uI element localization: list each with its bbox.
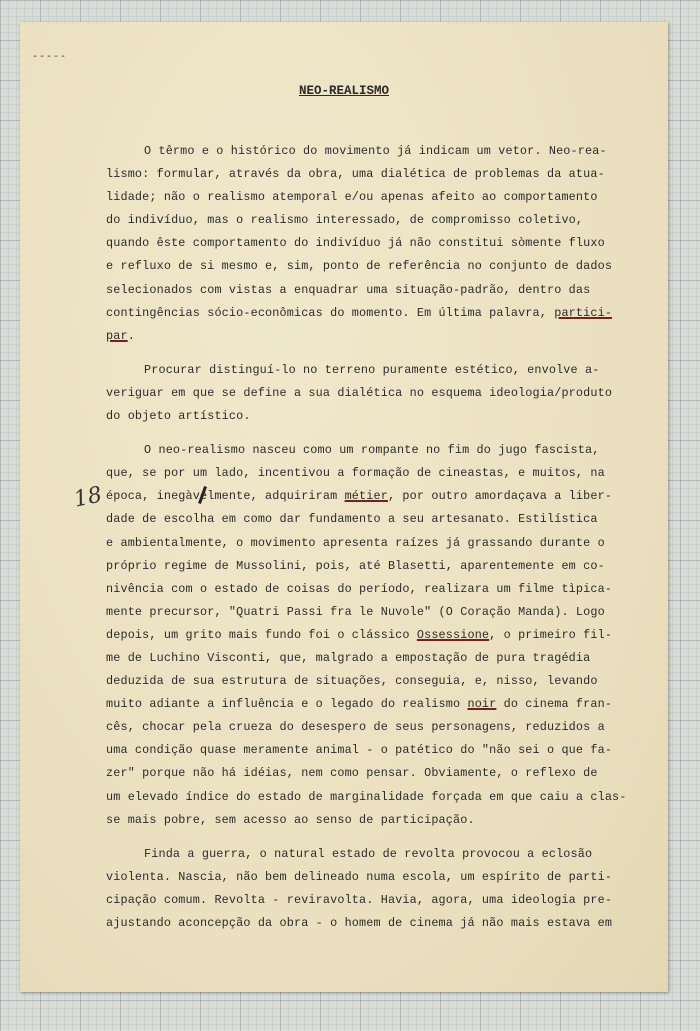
text-line-content: lismo: formular, através da obra, uma dialética de problemas da atua- bbox=[106, 167, 605, 182]
text-line-content: veriguar em que se define a sua dialética no esquema ideologia/produto bbox=[106, 385, 613, 400]
text-line-content: dade de escolha em como dar fundamento a seu artesanato. Estilística bbox=[106, 512, 598, 527]
text-line-content: que, se por um lado, incentivou a formação de cineastas, e muitos, na bbox=[106, 466, 605, 481]
text-line bbox=[106, 325, 654, 348]
paragraph-gap bbox=[106, 348, 654, 359]
text-line-content: deduzida de sua estrutura de situações, conseguia, e, nisso, levando bbox=[106, 674, 598, 689]
text-line-content: ajustando aconcepção da obra - o homem de cinema já não mais estava em bbox=[106, 916, 613, 930]
text-line bbox=[106, 439, 654, 462]
text-line bbox=[106, 279, 654, 302]
text-line-content: próprio regime de Mussolini, pois, até Blasetti, aparentemente em co- bbox=[106, 558, 605, 573]
underlined-word: métier bbox=[344, 489, 388, 504]
text-line bbox=[106, 232, 654, 255]
text-line-content: violenta. Nascia, não bem delineado numa escola, um espírito de parti- bbox=[106, 869, 613, 884]
text-line-content: Procurar distinguí-lo no terreno puramente estético, envolve a- bbox=[144, 362, 600, 377]
text-line bbox=[106, 186, 654, 209]
text-line bbox=[106, 555, 654, 578]
underlined-word: Ossessione bbox=[416, 627, 490, 642]
text-line bbox=[106, 809, 654, 832]
text-line-content: cipação comum. Revolta - reviravolta. Havia, agora, uma ideologia pre- bbox=[106, 892, 613, 907]
text-line-continuation: , por outro amordaçava a liber- bbox=[387, 489, 613, 504]
text-line bbox=[106, 716, 654, 739]
underlined-word: noir bbox=[467, 697, 497, 712]
text-line bbox=[106, 302, 654, 325]
margin-note: 18 bbox=[71, 482, 105, 513]
text-line-content: se mais pobre, sem acesso ao senso de participação. bbox=[106, 812, 475, 827]
text-line bbox=[106, 866, 654, 889]
text-line bbox=[106, 209, 654, 232]
text-line-content: O têrmo e o histórico do movimento já indicam um vetor. Neo-rea- bbox=[144, 144, 607, 158]
text-line-content: depois, um grito mais fundo foi o clássico bbox=[106, 627, 417, 642]
text-line-content: lidade; não o realismo atemporal e/ou apenas afeito ao comportamento bbox=[106, 190, 598, 205]
text-line bbox=[106, 889, 654, 912]
text-line-content: O neo-realismo nasceu como um rompante no fim do jugo fascista, bbox=[144, 443, 600, 458]
text-line bbox=[106, 382, 654, 405]
text-line bbox=[106, 739, 654, 762]
text-line bbox=[106, 693, 654, 716]
text-line bbox=[106, 578, 654, 601]
text-line-continuation: do cinema fran- bbox=[496, 697, 613, 712]
text-line-content: nivência com o estado de coisas do período, realizara um filme tìpica- bbox=[106, 581, 613, 596]
underlined-word: par bbox=[106, 328, 128, 343]
text-line-continuation: , o primeiro fil- bbox=[489, 627, 613, 642]
text-line-content: quando êste comportamento do indivíduo já não constitui sòmente fluxo bbox=[106, 236, 605, 251]
underlined-word: partici- bbox=[554, 305, 613, 320]
text-line bbox=[106, 601, 654, 624]
text-line bbox=[106, 647, 654, 670]
text-line-content: época, inegàvelmente, adquiriram bbox=[106, 489, 345, 504]
text-line-content: e refluxo de si mesmo e, sim, ponto de referência no conjunto de dados bbox=[106, 259, 613, 274]
text-line bbox=[106, 359, 654, 382]
corner-mark: ----‑ bbox=[32, 52, 68, 63]
text-line-content: me de Luchino Visconti, que, malgrado a empostação de pura tragédia bbox=[106, 650, 591, 665]
text-line bbox=[106, 786, 654, 809]
text-line bbox=[106, 485, 654, 508]
text-line bbox=[106, 163, 654, 186]
text-line-content: selecionados com vistas a enquadrar uma situação-padrão, dentro das bbox=[106, 282, 591, 297]
text-line-content: e ambientalmente, o movimento apresenta raízes já grassando durante o bbox=[106, 535, 605, 550]
text-line bbox=[106, 140, 654, 163]
text-line bbox=[106, 670, 654, 693]
paragraph-gap bbox=[106, 428, 654, 439]
text-line-content: muito adiante a influência e o legado do realismo bbox=[106, 697, 468, 712]
document-title: NEO-REALISMO bbox=[298, 84, 389, 98]
text-line-content: mente precursor, "Quatri Passi fra le Nuvole" (O Coração Manda). Logo bbox=[106, 604, 605, 619]
text-line-content: Finda a guerra, o natural estado de revolta provocou a eclosão bbox=[144, 846, 593, 861]
text-line-content: um elevado índice do estado de marginalidade forçada em que caiu a clas- bbox=[106, 789, 627, 804]
text-line-content: do objeto artístico. bbox=[106, 409, 251, 424]
text-line-content: cês, chocar pela crueza do desespero de seus personagens, reduzidos a bbox=[106, 720, 605, 735]
document-page bbox=[20, 22, 668, 992]
text-line-content: zer" porque não há idéias, nem como pensar. Obviamente, o reflexo de bbox=[106, 766, 598, 781]
text-line bbox=[106, 462, 654, 485]
text-line-content: contingências sócio-econômicas do momento. Em última palavra, bbox=[106, 305, 555, 320]
paragraph-gap bbox=[106, 832, 654, 843]
text-line-content: uma condição quase meramente animal - o patético do "não sei o que fa- bbox=[106, 743, 613, 758]
text-line bbox=[106, 843, 654, 866]
text-line bbox=[106, 255, 654, 278]
text-line bbox=[106, 762, 654, 785]
document-body bbox=[106, 140, 654, 935]
text-line bbox=[106, 912, 654, 935]
text-line bbox=[106, 405, 654, 428]
text-line bbox=[106, 532, 654, 555]
text-line bbox=[106, 624, 654, 647]
text-line-continuation: . bbox=[127, 328, 135, 343]
text-line bbox=[106, 508, 654, 531]
text-line-content: do indivíduo, mas o realismo interessado, de compromisso coletivo, bbox=[106, 213, 584, 228]
